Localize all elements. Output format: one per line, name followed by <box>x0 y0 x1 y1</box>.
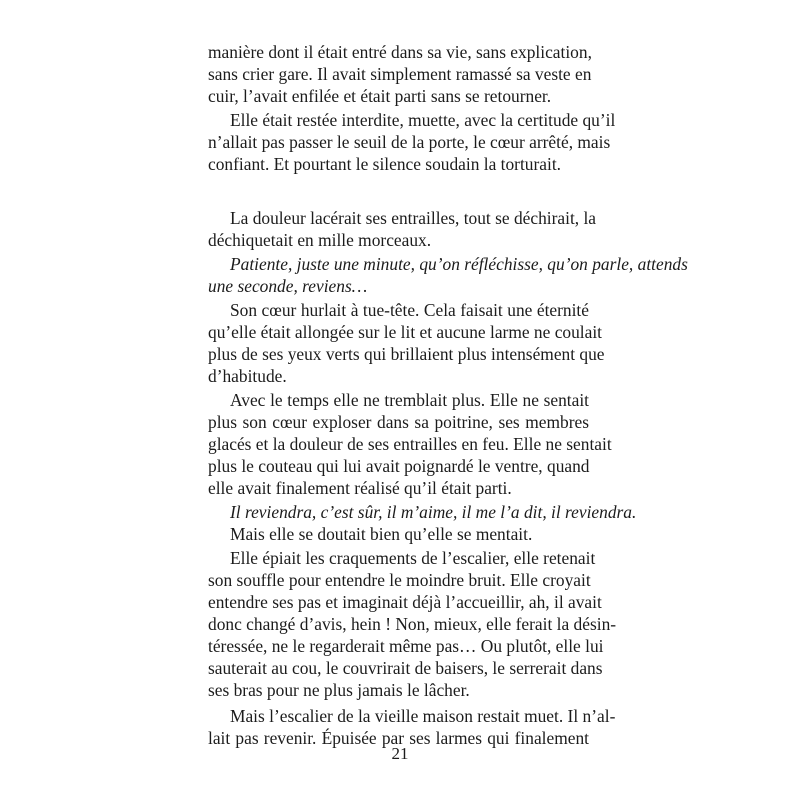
text-line: une seconde, reviens… <box>208 276 368 296</box>
text-line: son souffle pour entendre le moindre bruit. Elle croyait <box>208 570 591 590</box>
text-line: ses bras pour ne plus jamais le lâcher. <box>208 680 470 700</box>
text-line: téressée, ne le regarderait même pas… Ou plutôt, elle lui <box>208 636 604 656</box>
text-line: La douleur lacérait ses entrailles, tout se déchirait, la <box>230 208 597 228</box>
text-line: cuir, l’avait enfilée et était parti sans se retourner. <box>208 86 552 106</box>
text-line: Elle épiait les craquements de l’escalier, elle retenait <box>230 548 596 568</box>
text-line: plus de ses yeux verts qui brillaient plus intensément que <box>208 344 605 364</box>
text-line: Patiente, juste une minute, qu’on réfléchisse, qu’on parle, attends <box>230 254 688 274</box>
text-line: donc changé d’avis, hein ! Non, mieux, elle ferait la désin- <box>208 614 617 634</box>
text-line: sauterait au cou, le couvrirait de baisers, le serrerait dans <box>208 658 603 678</box>
text-line: Elle était restée interdite, muette, avec la certitude qu’il <box>230 110 616 130</box>
text-line: d’habitude. <box>208 366 287 386</box>
text-line: elle avait finalement réalisé qu’il était parti. <box>208 478 512 498</box>
text-line: glacés et la douleur de ses entrailles en feu. Elle ne sentait <box>208 434 612 454</box>
text-line: qu’elle était allongée sur le lit et aucune larme ne coulait <box>208 322 603 342</box>
text-line: plus le couteau qui lui avait poignardé le ventre, quand <box>208 456 590 476</box>
text-line: n’allait pas passer le seuil de la porte, le cœur arrêté, mais <box>208 132 611 152</box>
text-line: Il reviendra, c’est sûr, il m’aime, il me l’a dit, il reviendra. <box>230 502 637 522</box>
text-line: Avec le temps elle ne tremblait plus. Elle ne sentait <box>230 390 589 410</box>
text-line: entendre ses pas et imaginait déjà l’accueillir, ah, il avait <box>208 592 602 612</box>
text-line: confiant. Et pourtant le silence soudain la torturait. <box>208 154 562 174</box>
text-line: plus son cœur exploser dans sa poitrine, ses membres <box>208 412 589 432</box>
page-number: 21 <box>391 744 409 763</box>
text-line: Mais l’escalier de la vieille maison restait muet. Il n’al- <box>230 706 616 726</box>
text-line: sans crier gare. Il avait simplement ramassé sa veste en <box>208 64 592 84</box>
text-line: manière dont il était entré dans sa vie, sans explication, <box>208 42 592 62</box>
text-line: déchiquetait en mille morceaux. <box>208 230 432 250</box>
text-line: Son cœur hurlait à tue-tête. Cela faisait une éternité <box>230 300 589 320</box>
text-line: lait pas revenir. Épuisée par ses larmes qui finalement <box>208 728 589 748</box>
text-line: Mais elle se doutait bien qu’elle se mentait. <box>230 524 533 544</box>
